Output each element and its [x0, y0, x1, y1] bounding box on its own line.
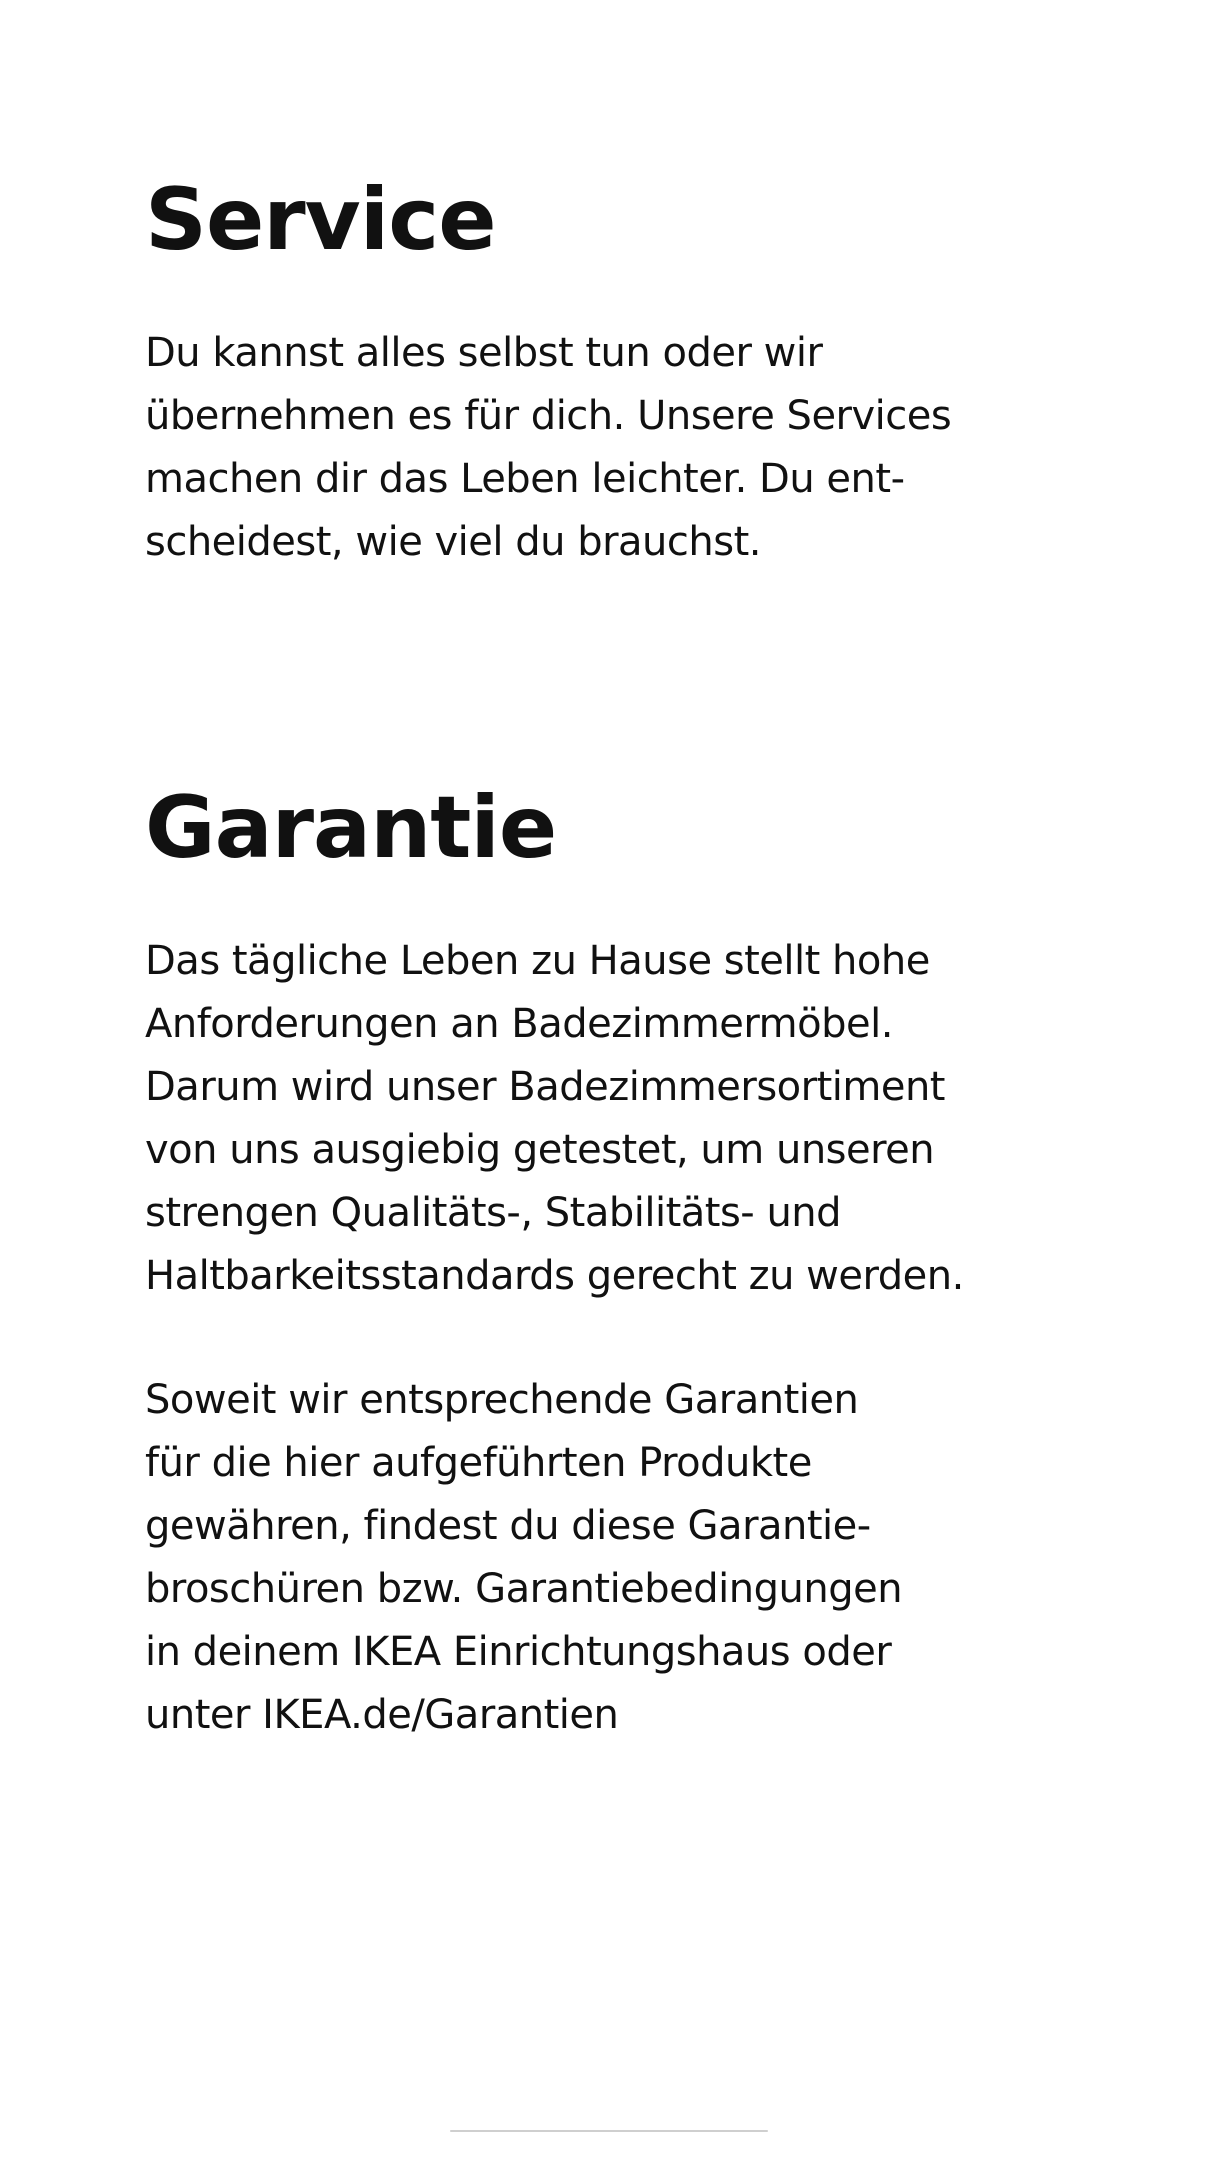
garantie-line: für die hier aufgeführten Produkte: [145, 1440, 812, 1486]
garantie-line: in deinem IKEA Einrichtungshaus oder: [145, 1629, 892, 1675]
garantie-paragraph-2: [145, 1369, 902, 1747]
garantie-line: von uns ausgiebig getestet, um unseren: [145, 1127, 935, 1173]
garantie-line: Darum wird unser Badezimmersortiment: [145, 1064, 945, 1110]
service-heading: Service: [145, 170, 496, 270]
garantie-line: broschüren bzw. Garantiebedingungen: [145, 1566, 903, 1612]
service-line: übernehmen es für dich. Unsere Services: [145, 393, 952, 439]
garantie-line: unter IKEA.de/Garantien: [145, 1692, 619, 1738]
garantie-line: Haltbarkeitsstandards gerecht zu werden.: [145, 1253, 964, 1299]
service-paragraph: [145, 322, 951, 574]
garantie-line: strengen Qualitäts-, Stabilitäts- und: [145, 1190, 842, 1236]
service-line: Du kannst alles selbst tun oder wir: [145, 330, 823, 376]
garantie-heading: Garantie: [145, 778, 557, 878]
service-line: machen dir das Leben leichter. Du ent-: [145, 456, 905, 502]
garantie-line: Soweit wir entsprechende Garantien: [145, 1377, 859, 1423]
garantie-line: gewähren, findest du diese Garantie-: [145, 1503, 871, 1549]
garantie-paragraph-1: [145, 930, 964, 1308]
garantie-line: Anforderungen an Badezimmermöbel.: [145, 1001, 893, 1047]
garantie-line: Das tägliche Leben zu Hause stellt hohe: [145, 938, 930, 984]
service-line: scheidest, wie viel du brauchst.: [145, 519, 761, 565]
page-divider-handle: [450, 2130, 768, 2132]
